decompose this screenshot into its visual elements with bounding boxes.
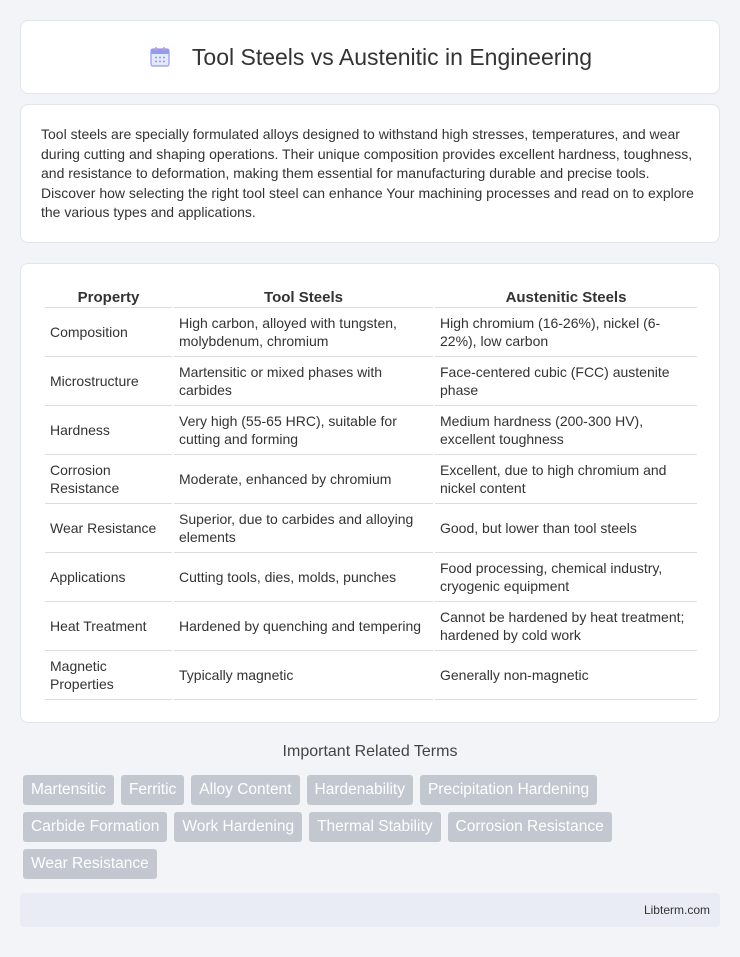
table-row bbox=[45, 651, 697, 700]
term-tag[interactable]: Thermal Stability bbox=[309, 812, 440, 842]
term-tag[interactable]: Carbide Formation bbox=[23, 812, 167, 842]
tool-steels-cell: Cutting tools, dies, molds, punches bbox=[174, 553, 433, 602]
table-row bbox=[45, 357, 697, 406]
property-cell: Magnetic Properties bbox=[45, 651, 172, 700]
table-row bbox=[45, 602, 697, 651]
austenitic-cell: Generally non-magnetic bbox=[435, 651, 697, 700]
austenitic-cell: High chromium (16-26%), nickel (6-22%), low carbon bbox=[435, 308, 697, 357]
table-row bbox=[45, 553, 697, 602]
property-cell: Wear Resistance bbox=[45, 504, 172, 553]
property-cell: Applications bbox=[45, 553, 172, 602]
table-row bbox=[45, 455, 697, 504]
page-title: Tool Steels vs Austenitic in Engineering bbox=[191, 43, 593, 70]
table-row bbox=[45, 504, 697, 553]
intro-card bbox=[20, 104, 720, 243]
term-tag[interactable]: Alloy Content bbox=[191, 775, 299, 805]
tool-steels-cell: High carbon, alloyed with tungsten, molybdenum, chromium bbox=[174, 308, 433, 357]
austenitic-cell: Medium hardness (200-300 HV), excellent toughness bbox=[435, 406, 697, 455]
term-tag[interactable]: Ferritic bbox=[121, 775, 184, 805]
austenitic-cell: Cannot be hardened by heat treatment; hardened by cold work bbox=[435, 602, 697, 651]
property-cell: Microstructure bbox=[45, 357, 172, 406]
term-tag[interactable]: Work Hardening bbox=[174, 812, 302, 842]
term-tag[interactable]: Hardenability bbox=[307, 775, 413, 805]
header-property: Property bbox=[45, 284, 172, 308]
table-row bbox=[45, 406, 697, 455]
term-tag[interactable]: Wear Resistance bbox=[23, 849, 157, 879]
header-tool-steels: Tool Steels bbox=[174, 284, 433, 308]
related-terms-list bbox=[23, 775, 723, 886]
property-cell: Heat Treatment bbox=[45, 602, 172, 651]
footer bbox=[20, 893, 720, 927]
tool-steels-cell: Very high (55-65 HRC), suitable for cutting and forming bbox=[174, 406, 433, 455]
tool-steels-cell: Typically magnetic bbox=[174, 651, 433, 700]
property-cell: Hardness bbox=[45, 406, 172, 455]
austenitic-cell: Face-centered cubic (FCC) austenite phase bbox=[435, 357, 697, 406]
comparison-table-card bbox=[20, 263, 720, 723]
term-tag[interactable]: Corrosion Resistance bbox=[448, 812, 612, 842]
austenitic-cell: Food processing, chemical industry, cryogenic equipment bbox=[435, 553, 697, 602]
calendar-icon bbox=[148, 45, 172, 69]
property-cell: Composition bbox=[45, 308, 172, 357]
header-austenitic-steels: Austenitic Steels bbox=[435, 284, 697, 308]
header-card bbox=[20, 20, 720, 94]
term-tag[interactable]: Martensitic bbox=[23, 775, 114, 805]
property-cell: Corrosion Resistance bbox=[45, 455, 172, 504]
austenitic-cell: Good, but lower than tool steels bbox=[435, 504, 697, 553]
tool-steels-cell: Martensitic or mixed phases with carbides bbox=[174, 357, 433, 406]
austenitic-cell: Excellent, due to high chromium and nickel content bbox=[435, 455, 697, 504]
tool-steels-cell: Superior, due to carbides and alloying elements bbox=[174, 504, 433, 553]
footer-site-link[interactable]: Libterm.com bbox=[643, 903, 710, 917]
intro-text: Tool steels are specially formulated alloys designed to withstand high stresses, temperatures, and wear during cutting and shaping operations. Their unique composition provides excellent hardness, toughness, and resistance to deformation, making them essential for manufacturing durable and precise tools. Discover how selecting the right tool steel can enhance Your machining processes and read on to explore the various types and applications. bbox=[41, 126, 694, 221]
tool-steels-cell: Hardened by quenching and tempering bbox=[174, 602, 433, 651]
tool-steels-cell: Moderate, enhanced by chromium bbox=[174, 455, 433, 504]
table-header-row bbox=[45, 284, 697, 308]
comparison-table bbox=[43, 284, 699, 700]
term-tag[interactable]: Precipitation Hardening bbox=[420, 775, 597, 805]
table-row bbox=[45, 308, 697, 357]
related-terms-title: Important Related Terms bbox=[282, 743, 458, 760]
